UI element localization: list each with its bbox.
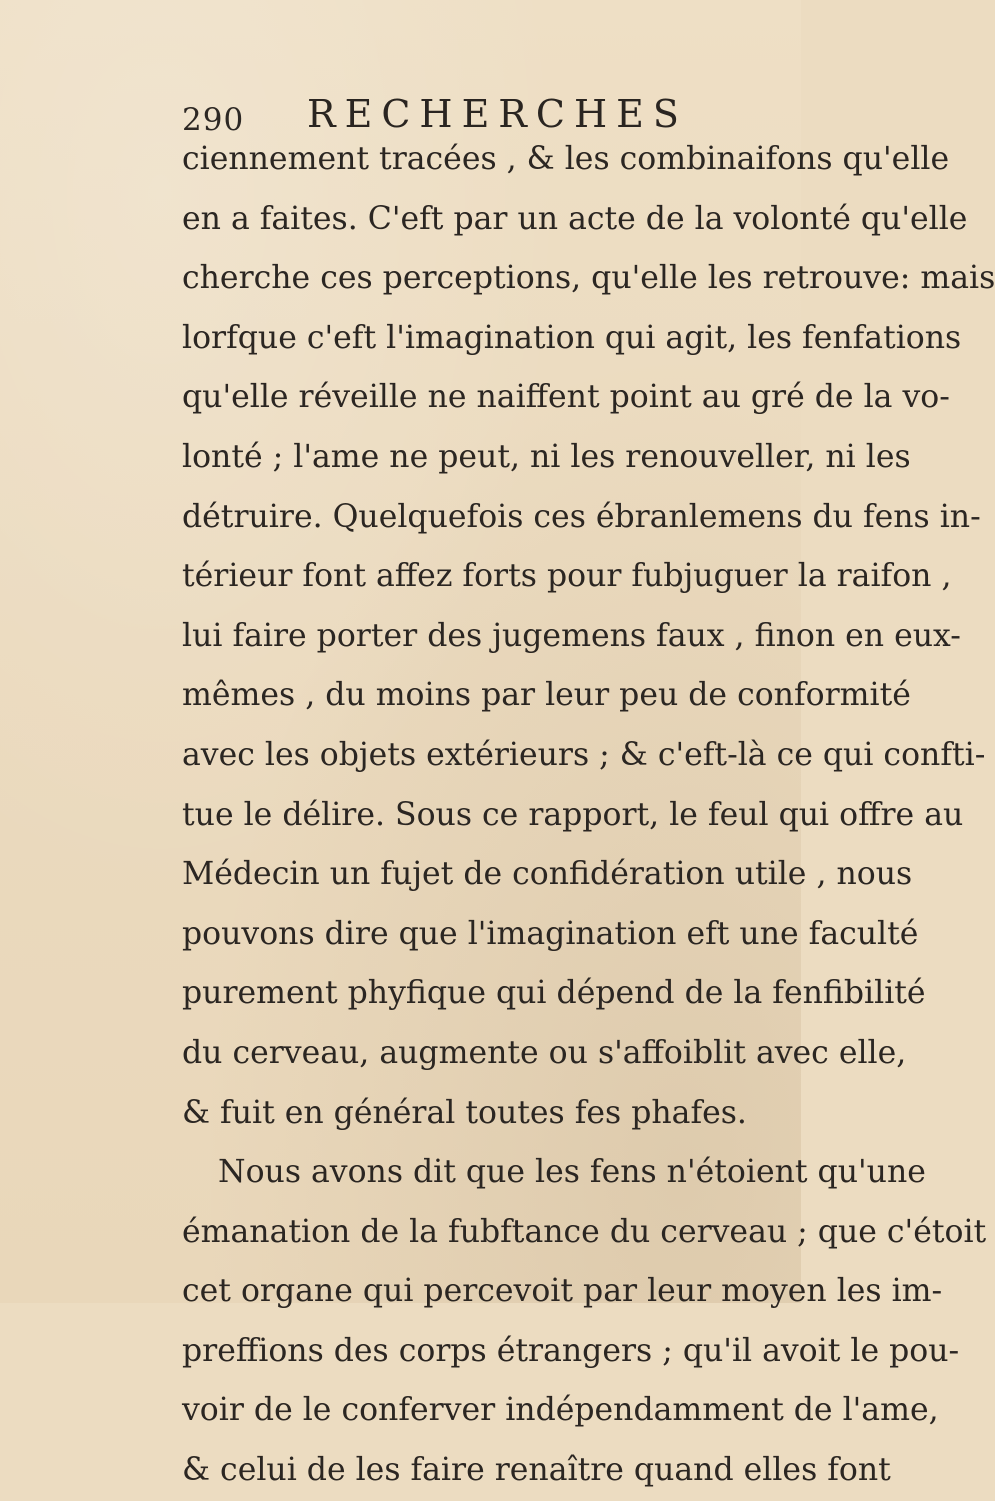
text-line: lorfque c'eft l'imagination qui agit, les fenfations [182,319,962,356]
text-line: & celui de les faire renaître quand elles font [182,1452,891,1489]
text-line: voir de le conferver indépendamment de l'ame, [182,1392,939,1429]
text-line: tue le délire. Sous ce rapport, le feul qui offre au [182,796,964,833]
text-line: & fuit en général toutes fes phafes. [182,1094,747,1131]
body-text [182,130,995,1501]
text-line: lui faire porter des jugemens faux , finon en eux- [182,617,961,654]
text-line: lonté ; l'ame ne peut, ni les renouveller, ni les [182,438,911,475]
text-line: émanation de la fubftance du cerveau ; que c'étoit [182,1213,987,1250]
text-line: qu'elle réveille ne naiffent point au gré de la vo- [182,379,950,416]
running-head: RECHERCHES [307,92,688,136]
text-line: en a faites. C'eft par un acte de la volonté qu'elle [182,200,968,237]
text-line: térieur font affez forts pour fubjuguer la raifon , [182,558,952,595]
text-line: détruire. Quelquefois ces ébranlemens du fens in- [182,498,981,535]
page-number: 290 [182,102,245,138]
text-line: preffions des corps étrangers ; qu'il avoit le pou- [182,1332,960,1369]
text-line: avec les objets extérieurs ; & c'eft-là ce qui confti- [182,736,986,773]
text-line: purement phyfique qui dépend de la fenfibilité [182,975,926,1012]
text-line: Médecin un fujet de confidération utile , nous [182,856,913,893]
text-line: du cerveau, augmente ou s'affoiblit avec elle, [182,1034,907,1071]
text-line: cet organe qui percevoit par leur moyen les im- [182,1273,943,1310]
text-line: cherche ces perceptions, qu'elle les retrouve: mais [182,260,995,297]
text-line: pouvons dire que l'imagination eft une faculté [182,915,919,952]
text-line: Nous avons dit que les fens n'étoient qu'une [218,1154,926,1191]
text-line: mêmes , du moins par leur peu de conformité [182,677,911,714]
text-line: ciennement tracées , & les combinaifons qu'elle [182,141,950,177]
